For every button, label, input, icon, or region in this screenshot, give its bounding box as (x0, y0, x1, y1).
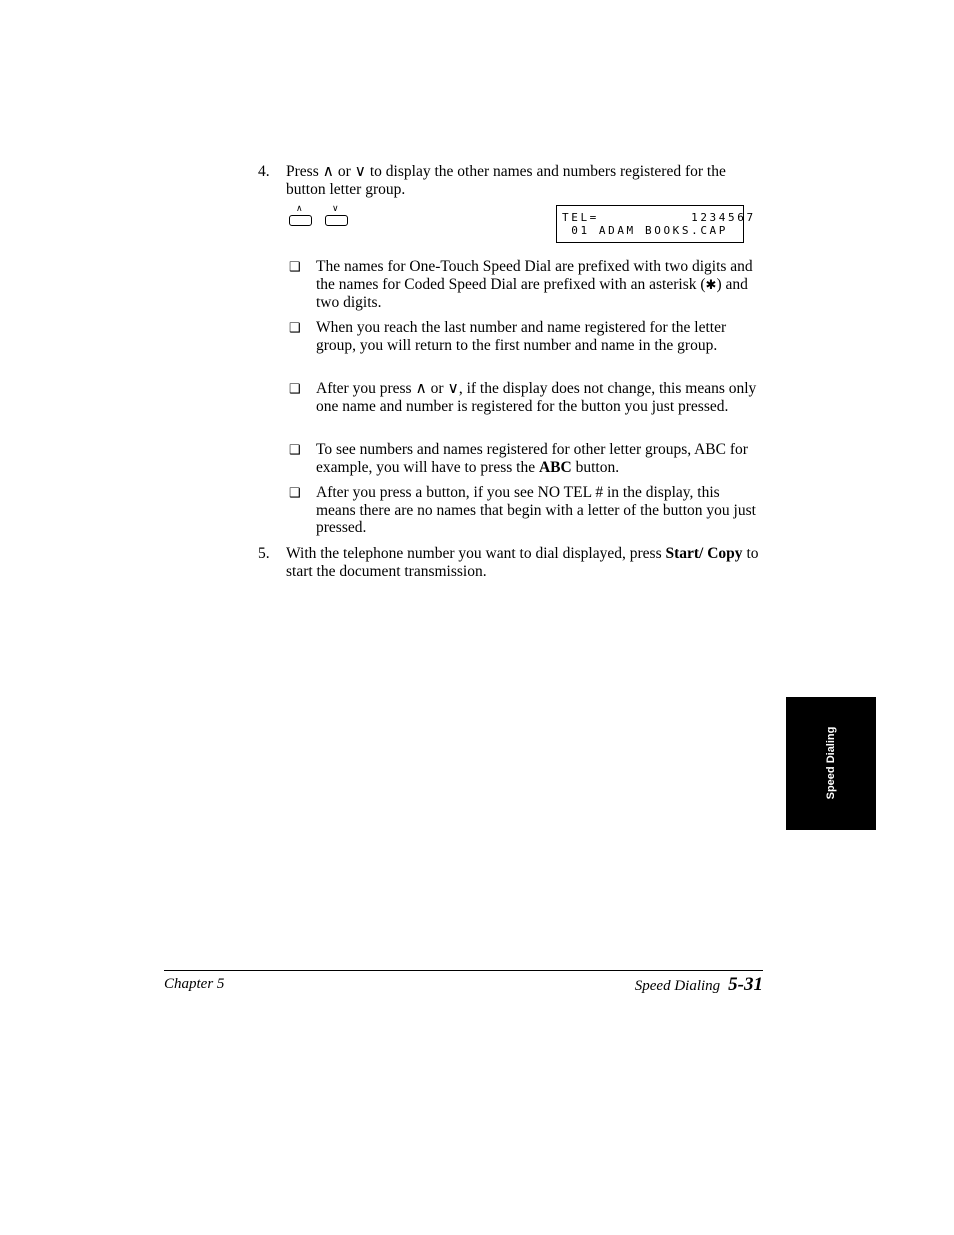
lcd-line-1: TEL= 1234567 (562, 211, 756, 224)
bullet-icon: ❑ (289, 442, 301, 457)
step-number: 5. (258, 545, 270, 562)
down-button-illustration (325, 215, 348, 226)
chapter-side-tab (786, 697, 876, 830)
down-arrow-icon: ∨ (332, 204, 339, 214)
up-arrow-icon: ∧ (415, 380, 427, 397)
bullet-icon: ❑ (289, 259, 301, 274)
bullet-icon: ❑ (289, 320, 301, 335)
up-arrow-icon: ∧ (296, 204, 303, 214)
footer-rule (164, 970, 763, 971)
footer-right (635, 974, 763, 996)
step-number: 4. (258, 163, 270, 180)
footer-section: Speed Dialing (634, 978, 721, 994)
bullet-item: The names for One-Touch Speed Dial are prefixed with two digits and the names for Coded Speed Dial are prefixed with an asterisk (✱) and two digits. (316, 258, 753, 311)
bullet-item: When you reach the last number and name registered for the letter group, you will return to the first number and name in the group. (316, 319, 727, 354)
bullet-item: After you press a button, if you see NO TEL # in the display, this means there are no names that begin with a letter of the button you just pressed. (316, 484, 756, 536)
bullet-item: After you press ∧ or ∨, if the display does not change, this means only one name and number is registered for the button you just pressed. (316, 380, 757, 415)
side-tab-label: Speed Dialing (825, 726, 837, 800)
step-4-text: Press ∧ or ∨ to display the other names and numbers registered for the button letter group. (286, 163, 726, 198)
up-button-illustration (289, 215, 312, 226)
bullet-icon: ❑ (289, 381, 301, 396)
bullet-icon: ❑ (289, 485, 301, 500)
asterisk-icon: ✱ (705, 277, 717, 293)
bullet-item: To see numbers and names registered for other letter groups, ABC for example, you will have to press the ABC button. (316, 441, 748, 476)
down-arrow-icon: ∨ (447, 380, 459, 397)
lcd-display (556, 205, 756, 243)
footer-chapter: Chapter 5 (164, 976, 225, 992)
step-5-text: With the telephone number you want to dial displayed, press Start/ Copy to start the document transmission. (286, 545, 759, 580)
down-arrow-icon: ∨ (354, 163, 366, 180)
page-number: 5-31 (728, 974, 763, 995)
lcd-line-2: 01 ADAM BOOKS.CAP (562, 224, 729, 237)
up-arrow-icon: ∧ (322, 163, 334, 180)
